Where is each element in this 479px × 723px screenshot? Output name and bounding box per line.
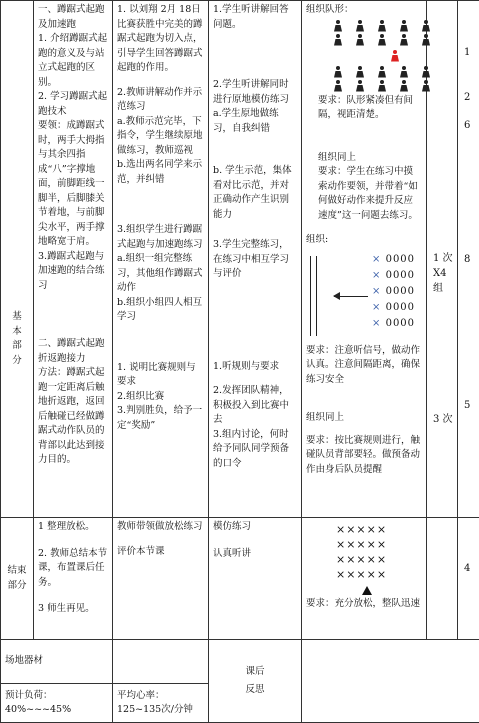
finish-line <box>316 256 317 336</box>
teacher-item: 教师带领做放松练习 <box>117 520 204 535</box>
queue-mark: 0000 <box>386 270 415 281</box>
intensity-value: 8 <box>464 253 470 268</box>
venue-row <box>1 640 479 684</box>
reflection-value-cell <box>302 640 479 723</box>
teacher-item: b.组织小组四人相互学习 <box>117 296 204 325</box>
student-item: a.学生原地做练习，自我纠错 <box>213 107 297 136</box>
intensity-cell <box>458 1 479 518</box>
content-item: 要领：成蹲踞式时，两手大拇指与其余四指成“八”字撑地面，前脚距线一脚半，后脚膝关节着地，与前脚尖水平，两手撑地略宽于肩。 <box>38 119 108 250</box>
drill-rows <box>372 252 415 332</box>
teacher-item: a.组织一组完整练习，其他组作蹲踞式动作 <box>117 252 204 296</box>
ending-organization-cell <box>302 518 427 640</box>
ending-times-cell <box>427 518 458 640</box>
content-item: 2. 教师总结本节课，布置课后任务。 <box>38 547 108 591</box>
content-item: 3.蹲踞式起跑与加速跑的结合练习 <box>38 250 108 294</box>
content-item: 1 整理放松。 <box>38 520 108 535</box>
content-item: 2. 学习蹲踞式起跑技术 <box>38 90 108 119</box>
formation-row: ××××× <box>336 537 422 552</box>
student-item: 模仿练习 <box>213 520 297 535</box>
student-icon <box>376 34 388 46</box>
queue-mark: 0000 <box>386 318 415 329</box>
org-same: 组织同上 <box>306 411 422 426</box>
reflection-label: 课后反思 <box>245 663 265 699</box>
student-icon <box>398 66 410 78</box>
heart-rate-cell <box>113 684 209 723</box>
org-requirement: 要求：按比赛规则进行，触碰队员背部要轻。做预备动作由身后队员提醒 <box>306 434 422 478</box>
venue-value-cell <box>113 640 209 684</box>
times-cell <box>427 1 458 518</box>
times-value: 1 次 X4 组 <box>433 251 455 296</box>
formation-row: ××××× <box>336 522 422 537</box>
load-cell <box>1 684 113 723</box>
runner-mark: × <box>372 318 381 329</box>
drill-diagram <box>306 252 422 340</box>
student-item: 认真听讲 <box>213 547 297 562</box>
ending-student-cell <box>209 518 302 640</box>
ending-section-row <box>1 518 479 640</box>
ending-content-cell <box>34 518 113 640</box>
org-same: 组织同上 <box>306 151 422 166</box>
content-heading: 二、蹲踞式起跑折返跑接力 <box>38 337 108 366</box>
student-icon <box>398 80 410 92</box>
teacher-icon <box>389 50 401 62</box>
intensity-value: 6 <box>464 119 470 134</box>
student-item: 1.学生听讲解回答问题。 <box>213 3 297 32</box>
teacher-item: 1. 以刘翔 2月 18日比赛获胜中完美的蹲踞式起跑为切入点，引导学生回答蹲踞式起跑的作用。 <box>117 3 204 76</box>
load-label: 预计负荷：40%~~~45% <box>5 690 71 716</box>
teacher-item: 1. 说明比赛规则与要求 <box>117 361 204 390</box>
runner-mark: × <box>372 270 381 281</box>
student-icon <box>332 34 344 46</box>
queue-mark: 0000 <box>386 302 415 313</box>
org-requirement: 要求：注意听信号，做动作认真。注意间隔距离，确保练习安全 <box>306 344 422 388</box>
student-item: 3.组内讨论，何时给予同队同学预备的口令 <box>213 428 297 472</box>
section-label-basic <box>1 1 34 518</box>
content-item: 方法：蹲踞式起跑一定距离后触地折返跑，返回后触碰已经做蹲踞式动作队员的背部以此达到接力目的。 <box>38 366 108 468</box>
student-icon <box>398 34 410 46</box>
formation-label: 组织队形： <box>306 3 422 18</box>
drill-label: 组织: <box>306 233 422 248</box>
section-char: 基 <box>1 310 33 325</box>
times-value: 3 次 <box>433 413 453 428</box>
section-char: 分 <box>1 354 33 369</box>
arrow-left-icon <box>334 296 368 297</box>
teacher-item: 3.组织学生进行蹲踞式起跑与加速跑练习 <box>117 223 204 252</box>
content-cell <box>34 1 113 518</box>
teacher-item: 2.教师讲解动作并示范练习 <box>117 86 204 115</box>
student-icon <box>354 34 366 46</box>
section-char: 本 <box>1 325 33 340</box>
start-line <box>310 256 311 336</box>
runner-mark: × <box>372 302 381 313</box>
intensity-value: 2 <box>464 91 470 106</box>
org-requirement: 要求：队形紧凑但有间隔，视距清楚。 <box>306 94 422 123</box>
org-requirement: 要求：充分放松，整队迅速 <box>306 597 422 612</box>
org-requirement: 要求：学生在练习中摸索动作要领，并带着“如何做好动作来提升反应速度”这一问题去练习。 <box>306 165 422 223</box>
content-heading: 一、蹲踞式起跑及加速跑 <box>38 3 108 32</box>
section-label-ending <box>1 518 34 640</box>
student-item: 1.听规则与要求 <box>213 360 297 375</box>
basic-section-row <box>1 1 479 518</box>
intensity-value: 5 <box>464 399 470 414</box>
teacher-cell <box>113 1 209 518</box>
reflection-label-cell <box>209 640 302 723</box>
venue-label-cell <box>1 640 113 684</box>
student-icon <box>376 66 388 78</box>
venue-label: 场地器材 <box>5 655 43 666</box>
student-icon <box>354 66 366 78</box>
formation-students-bottom <box>332 66 422 92</box>
runner-mark: × <box>372 286 381 297</box>
runner-mark: × <box>372 254 381 265</box>
heart-rate-label: 平均心率：125~135次/分钟 <box>117 690 193 716</box>
teacher-item: b.选出两名同学来示范，并纠错 <box>117 158 204 187</box>
student-item: b. 学生示范，集体看对比示范，并对正确动作产生识别能力 <box>213 164 297 222</box>
intensity-value: 4 <box>464 562 470 577</box>
student-cell <box>209 1 302 518</box>
student-icon <box>354 20 366 32</box>
formation-row: ××××× <box>336 552 422 567</box>
ending-intensity-cell <box>458 518 479 640</box>
section-char: 部 <box>1 339 33 354</box>
student-icon <box>332 66 344 78</box>
formation-row: ××××× <box>336 567 422 582</box>
content-item: 1. 介绍蹲踞式起跑的意义及与站立式起跑的区别。 <box>38 32 108 90</box>
organization-cell <box>302 1 427 518</box>
intensity-value: 1 <box>464 46 470 61</box>
student-icon <box>332 80 344 92</box>
formation-students-top <box>332 20 422 46</box>
content-item: 3 师生再见。 <box>38 602 108 617</box>
student-icon <box>376 80 388 92</box>
student-icon <box>332 20 344 32</box>
queue-mark: 0000 <box>386 254 415 265</box>
queue-mark: 0000 <box>386 286 415 297</box>
cooldown-formation <box>336 522 422 582</box>
ending-teacher-cell <box>113 518 209 640</box>
student-item: 2.发挥团队精神，积极投入到比赛中去 <box>213 384 297 428</box>
student-icon <box>398 20 410 32</box>
student-item: 3.学生完整练习，在练习中相互学习与评价 <box>213 238 297 282</box>
student-icon <box>354 80 366 92</box>
student-item: 2.学生听讲解同时进行原地模仿练习 <box>213 78 297 107</box>
teacher-item: 3.判别胜负，给予一定“奖励” <box>117 404 204 433</box>
student-icon <box>376 20 388 32</box>
teacher-item: 2.组织比赛 <box>117 390 204 405</box>
teacher-item: 评价本节课 <box>117 545 204 560</box>
teacher-triangle-icon <box>362 586 372 595</box>
teacher-item: a.教师示范完毕，下指令，学生继续原地做练习，教师巡视 <box>117 115 204 159</box>
section-label-text: 结束部分 <box>7 565 26 591</box>
